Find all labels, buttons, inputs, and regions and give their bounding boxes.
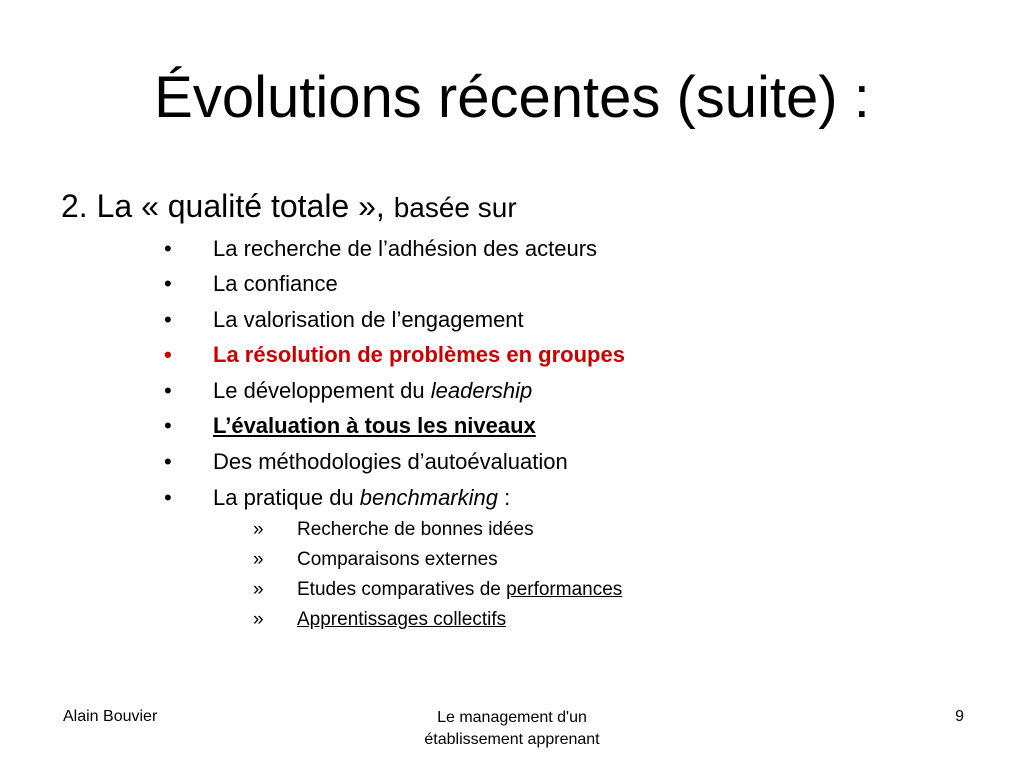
footer-page-number: 9 bbox=[955, 708, 964, 725]
footer-title-line2: établissement apprenant bbox=[424, 731, 600, 748]
sub-bullet-text bbox=[297, 578, 622, 602]
intro-main: 2. La « qualité totale », bbox=[61, 188, 385, 224]
bullet-marker: • bbox=[164, 236, 172, 261]
bullet-marker: • bbox=[164, 449, 172, 474]
sub-bullet-text-plain: Etudes comparatives de bbox=[297, 579, 501, 600]
bullet-text-after: : bbox=[504, 485, 511, 510]
bullet-text: La valorisation de l’engagement bbox=[213, 307, 524, 332]
footer-author: Alain Bouvier bbox=[63, 708, 158, 725]
bullet-marker: • bbox=[164, 307, 172, 332]
bullet-marker: • bbox=[164, 485, 172, 510]
sub-bullet-text: Apprentissages collectifs bbox=[297, 609, 507, 630]
sub-bullet-marker: » bbox=[253, 549, 264, 570]
bullet-text bbox=[213, 377, 532, 405]
sub-bullet-text: Recherche de bonnes idées bbox=[297, 519, 534, 540]
bullet-text-italic: leadership bbox=[430, 378, 533, 403]
footer-title bbox=[372, 707, 652, 751]
sub-bullet-text-underlined: performances bbox=[506, 579, 623, 600]
intro-line bbox=[61, 186, 517, 228]
sub-bullet-marker: » bbox=[253, 609, 264, 630]
bullet-marker: • bbox=[164, 271, 172, 296]
sub-bullet-marker: » bbox=[253, 519, 264, 540]
intro-suffix: basée sur bbox=[393, 192, 517, 223]
bullet-text-plain: La pratique du bbox=[213, 485, 354, 510]
footer-title-line1: Le management d'un bbox=[437, 709, 587, 726]
bullet-text-italic: benchmarking bbox=[359, 485, 498, 510]
sub-bullet-text: Comparaisons externes bbox=[297, 549, 498, 570]
bullet-text: L’évaluation à tous les niveaux bbox=[213, 413, 536, 438]
bullet-text-plain: Le développement du bbox=[213, 378, 425, 403]
bullet-marker: • bbox=[164, 413, 172, 438]
bullet-text: La confiance bbox=[213, 271, 338, 296]
bullet-marker: • bbox=[164, 342, 172, 367]
slide-title: Évolutions récentes (suite) : bbox=[154, 65, 870, 130]
bullet-text: Des méthodologies d’autoévaluation bbox=[213, 449, 568, 474]
bullet-text bbox=[213, 484, 510, 512]
sub-bullet-marker: » bbox=[253, 579, 264, 600]
bullet-text: La résolution de problèmes en groupes bbox=[213, 342, 625, 367]
bullet-marker: • bbox=[164, 378, 172, 403]
bullet-text: La recherche de l’adhésion des acteurs bbox=[213, 236, 598, 261]
